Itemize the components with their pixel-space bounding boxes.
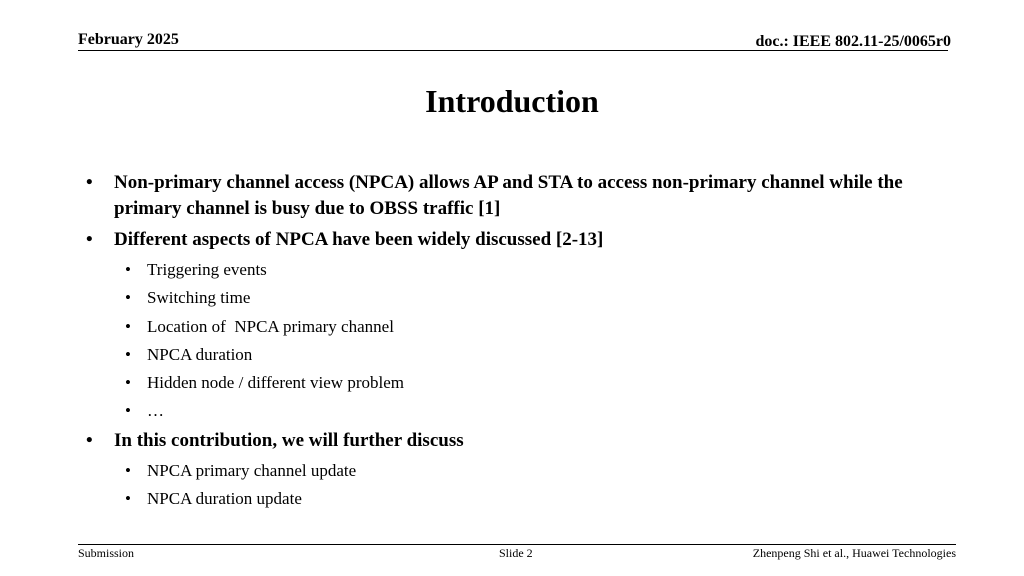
sub-bullet-text: Location of NPCA primary channel bbox=[147, 316, 394, 336]
sub-bullet-hidden-node bbox=[86, 371, 946, 395]
bullet-icon: • bbox=[125, 401, 131, 421]
bullet-icon: • bbox=[125, 373, 131, 393]
slide-body bbox=[86, 170, 946, 515]
sub-bullet-text: Switching time bbox=[147, 288, 251, 308]
sub-bullet-text: NPCA duration update bbox=[147, 489, 302, 509]
bullet-icon: • bbox=[86, 172, 93, 193]
bullet-icon: • bbox=[86, 429, 93, 451]
sub-bullet-triggering-events bbox=[86, 258, 946, 282]
bullet-text: Non-primary channel access (NPCA) allows AP and STA to access non-primary channel while the primary channel is busy due to OBSS traffic [1] bbox=[114, 172, 903, 219]
footer-submission: Submission bbox=[78, 546, 135, 560]
sub-bullet-text: Triggering events bbox=[147, 260, 267, 279]
bullet-icon: • bbox=[125, 316, 131, 336]
sub-bullet-duration-update bbox=[86, 487, 946, 511]
bullet-icon: • bbox=[125, 489, 131, 509]
bullet-icon: • bbox=[86, 229, 93, 250]
bullet-aspects bbox=[86, 227, 946, 253]
bullet-icon: • bbox=[125, 260, 131, 279]
sub-bullet-text: Hidden node / different view problem bbox=[147, 373, 404, 393]
sub-bullet-text: … bbox=[147, 401, 164, 421]
sub-bullet-text: NPCA duration bbox=[147, 344, 253, 364]
sub-bullet-ellipsis bbox=[86, 399, 946, 423]
bullet-icon: • bbox=[125, 344, 131, 364]
sub-bullet-npca-duration bbox=[86, 343, 946, 367]
slide-title: Introduction bbox=[425, 83, 599, 119]
bullet-contribution bbox=[86, 428, 946, 454]
bullet-icon: • bbox=[125, 288, 131, 308]
bullet-icon: • bbox=[125, 460, 131, 480]
bullet-text: Different aspects of NPCA have been widely discussed [2-13] bbox=[114, 229, 604, 250]
footer-slide-number: Slide 2 bbox=[499, 546, 533, 560]
sub-bullet-text: NPCA primary channel update bbox=[147, 460, 357, 480]
header-date: February 2025 bbox=[78, 31, 179, 48]
bullet-npca-definition bbox=[86, 170, 946, 222]
sub-bullet-primary-channel-update bbox=[86, 459, 946, 483]
footer-divider bbox=[78, 544, 956, 545]
bullet-text: In this contribution, we will further discuss bbox=[114, 429, 464, 451]
header-doc-id: doc.: IEEE 802.11-25/0065r0 bbox=[755, 33, 951, 50]
header-divider bbox=[78, 50, 948, 51]
sub-bullet-switching-time bbox=[86, 286, 946, 310]
sub-bullet-location bbox=[86, 315, 946, 339]
footer-authors: Zhenpeng Shi et al., Huawei Technologies bbox=[752, 546, 956, 560]
